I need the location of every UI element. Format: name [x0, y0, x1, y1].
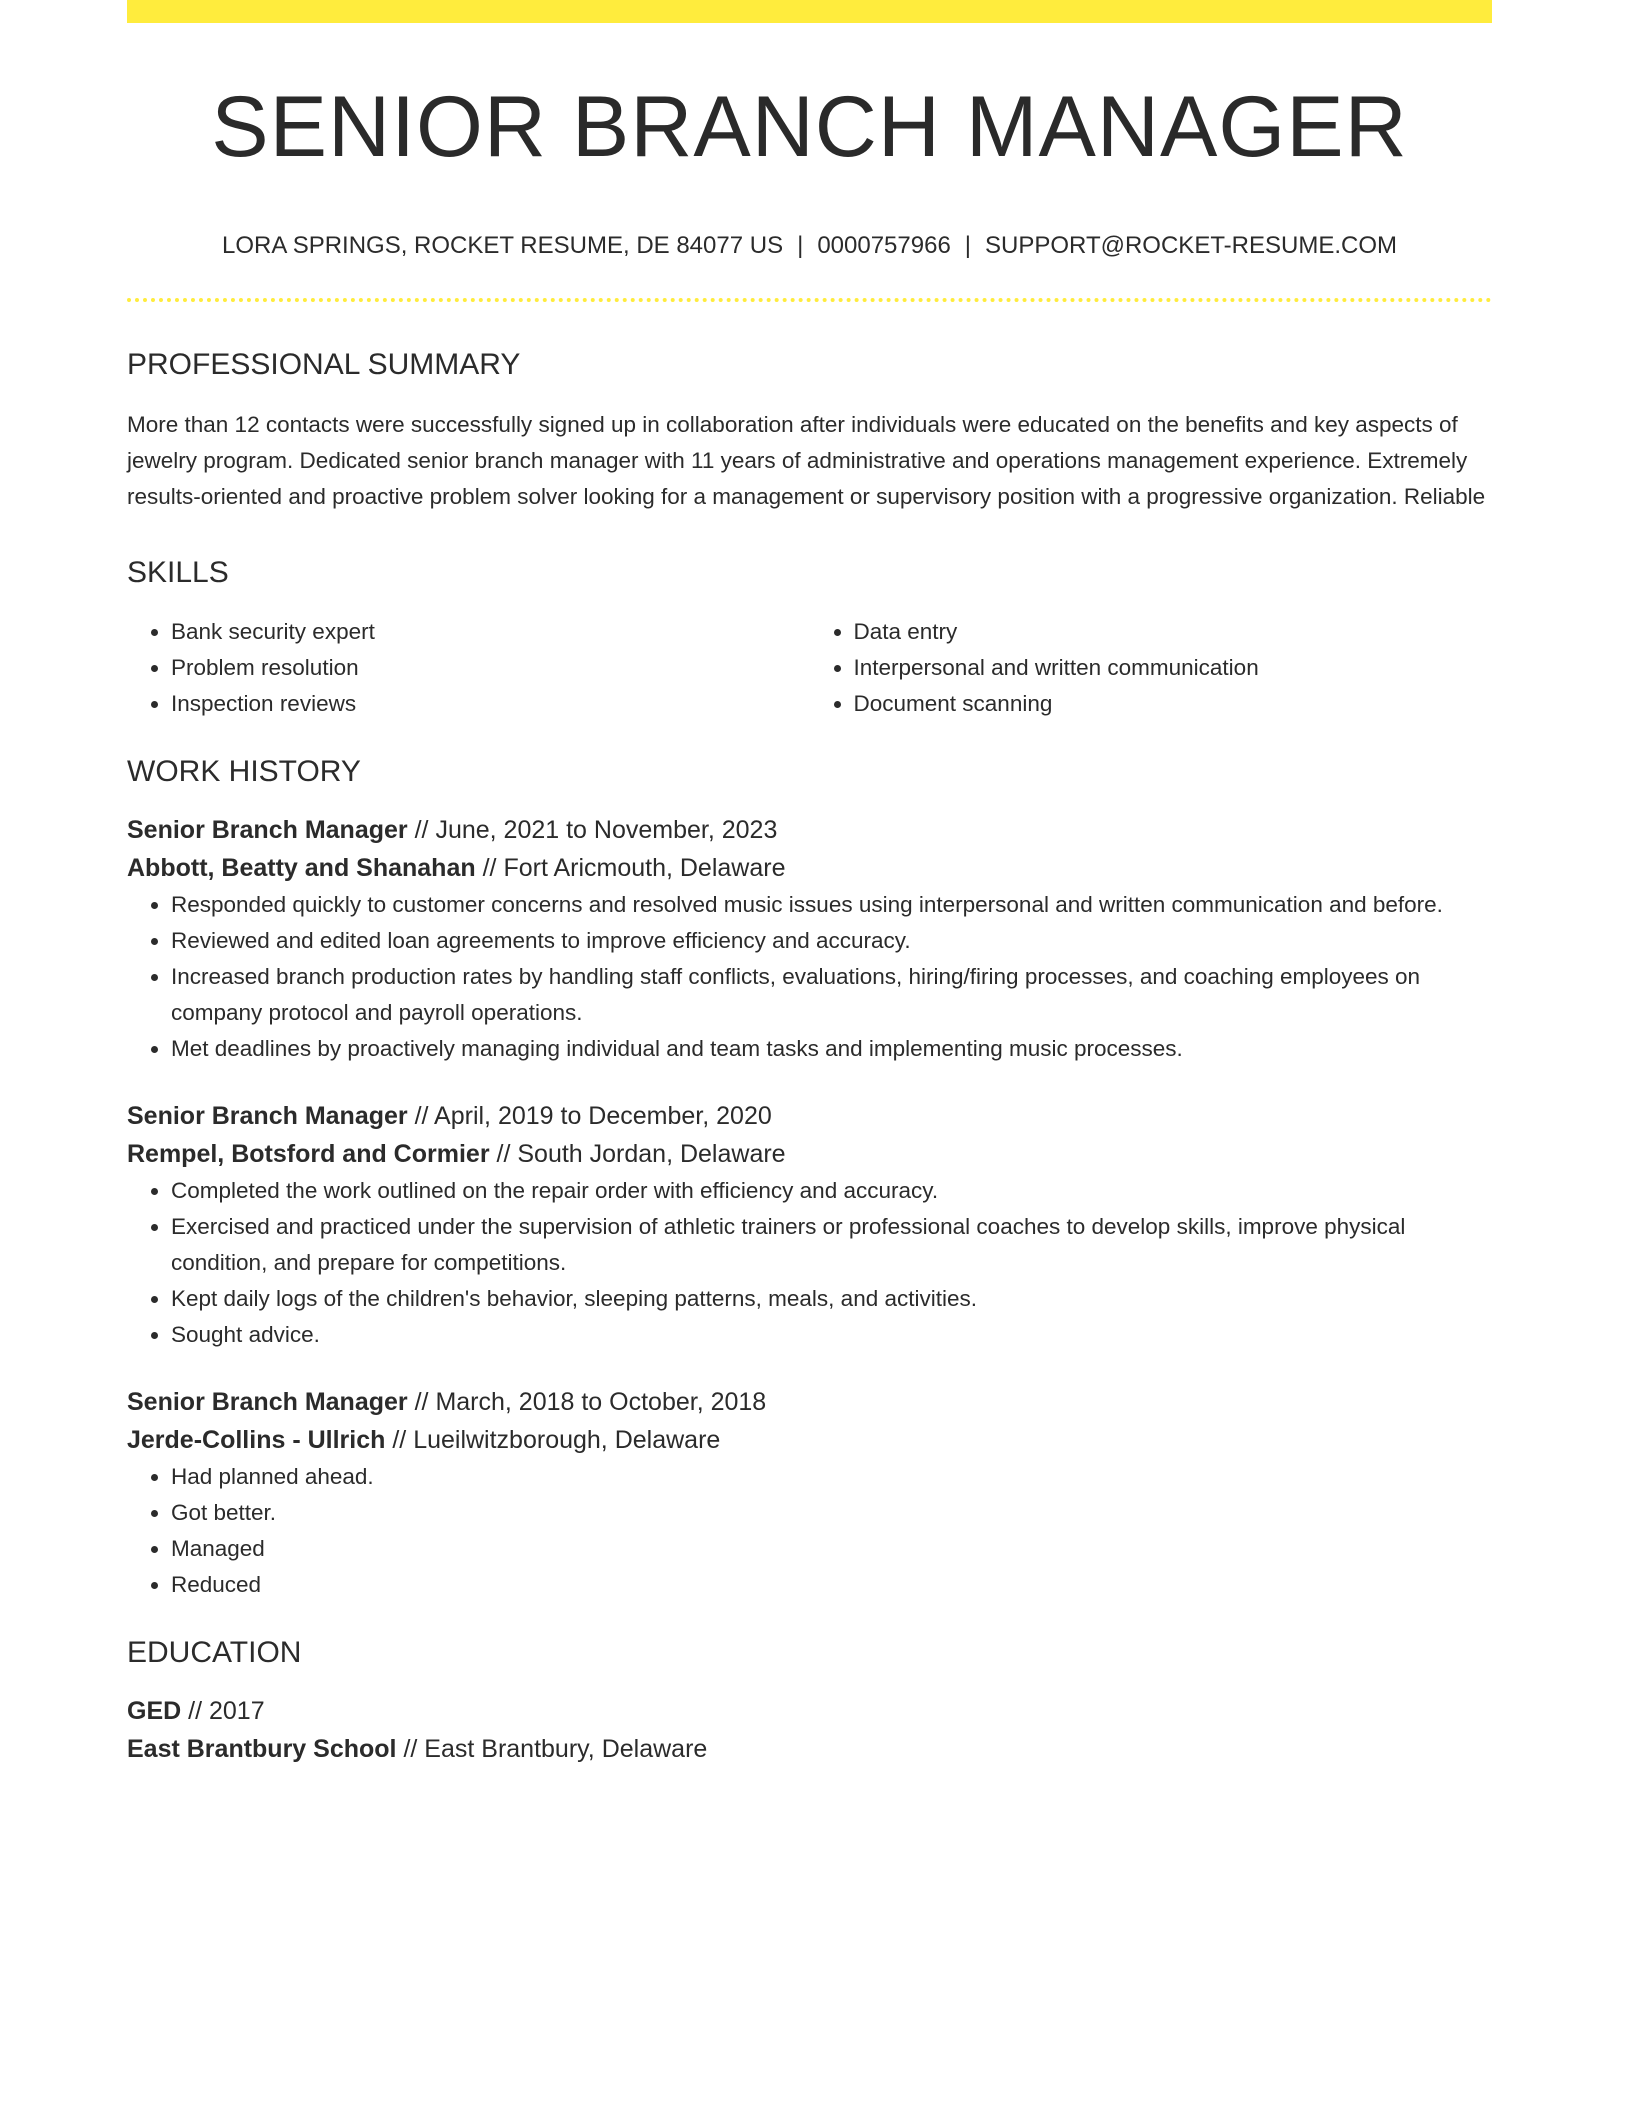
- resume-page: [127, 0, 1492, 1768]
- job-company: Rempel, Botsford and Cormier: [127, 1140, 490, 1168]
- education-heading: EDUCATION: [127, 1636, 302, 1669]
- job-dates: April, 2019 to December, 2020: [434, 1102, 772, 1130]
- job-company-line: [127, 849, 1492, 887]
- work-history-section: [127, 757, 1492, 1603]
- job-role-line: [127, 1383, 1492, 1421]
- job-divider: //: [407, 1102, 435, 1130]
- skill-item: • Data entry: [854, 614, 1493, 650]
- skills-list-right: [810, 614, 1493, 722]
- job-bullet: • Sought advice.: [171, 1317, 1492, 1353]
- skills-list-left: [127, 614, 810, 722]
- skill-item: • Interpersonal and written communication: [854, 650, 1493, 686]
- education-divider: //: [181, 1697, 209, 1725]
- education-divider: //: [396, 1735, 425, 1763]
- summary-heading: PROFESSIONAL SUMMARY: [127, 348, 521, 381]
- job-location: Lueilwitzborough, Delaware: [413, 1426, 721, 1454]
- contact-separator: |: [797, 232, 804, 259]
- job-company-line: [127, 1421, 1492, 1459]
- job-bullets: [127, 1173, 1492, 1353]
- job-bullets: [127, 1459, 1492, 1603]
- job-bullet: • Got better.: [171, 1495, 1492, 1531]
- job-dates: March, 2018 to October, 2018: [435, 1388, 767, 1416]
- contact-address: LORA SPRINGS, ROCKET RESUME, DE 84077 US: [222, 232, 784, 259]
- job-divider: //: [385, 1426, 414, 1454]
- job-bullet: • Responded quickly to customer concerns and resolved music issues using interpersonal and written communication and before.: [171, 887, 1492, 923]
- job-location: Fort Aricmouth, Delaware: [503, 854, 786, 882]
- education-entry: [127, 1692, 1492, 1768]
- page-title: SENIOR BRANCH MANAGER: [211, 79, 1408, 175]
- job-bullet: • Had planned ahead.: [171, 1459, 1492, 1495]
- job-bullet: • Increased branch production rates by handling staff conflicts, evaluations, hiring/firing processes, and coaching employees on company protocol and payroll operations.: [171, 959, 1492, 1031]
- education-degree: GED: [127, 1697, 182, 1725]
- contact-phone: 0000757966: [817, 232, 951, 259]
- job-company: Jerde-Collins - Ullrich: [127, 1426, 386, 1454]
- skills-section: [127, 558, 1492, 722]
- job-entry: [127, 1383, 1492, 1603]
- work-history-heading: WORK HISTORY: [127, 755, 361, 788]
- job-bullet: • Completed the work outlined on the repair order with efficiency and accuracy.: [171, 1173, 1492, 1209]
- summary-text: More than 12 contacts were successfully signed up in collaboration after individuals were educated on the benefits and key aspects of jewelry program. Dedicated senior branch manager with 11 years of administrative and operations management experience. Extremely results-oriented and proactive problem solver looking for a management or supervisory position with a progressive organization. Reliable: [127, 412, 1486, 509]
- skill-item: • Inspection reviews: [171, 686, 810, 722]
- job-location: South Jordan, Delaware: [517, 1140, 786, 1168]
- job-bullet: • Reviewed and edited loan agreements to improve efficiency and accuracy.: [171, 923, 1492, 959]
- job-divider: //: [475, 854, 504, 882]
- job-role: Senior Branch Manager: [127, 816, 408, 844]
- dotted-divider: [127, 298, 1492, 302]
- job-role-line: [127, 811, 1492, 849]
- job-divider: //: [489, 1140, 518, 1168]
- skills-grid: [127, 614, 1492, 722]
- skills-heading: SKILLS: [127, 556, 229, 589]
- skill-item: • Document scanning: [854, 686, 1493, 722]
- education-year: 2017: [208, 1697, 265, 1725]
- top-accent-bar: [127, 0, 1492, 23]
- education-location: East Brantbury, Delaware: [424, 1735, 708, 1763]
- education-section: [127, 1638, 1492, 1768]
- job-entry: [127, 811, 1492, 1067]
- job-bullet: • Reduced: [171, 1567, 1492, 1603]
- job-bullets: [127, 887, 1492, 1067]
- job-bullet: • Managed: [171, 1531, 1492, 1567]
- education-school: East Brantbury School: [127, 1735, 397, 1763]
- summary-section: [127, 350, 1492, 515]
- job-role: Senior Branch Manager: [127, 1102, 408, 1130]
- education-degree-line: [127, 1692, 1492, 1730]
- skill-item: • Problem resolution: [171, 650, 810, 686]
- job-role-line: [127, 1097, 1492, 1135]
- contact-line: [127, 234, 1492, 258]
- job-divider: //: [407, 816, 436, 844]
- job-bullet: • Kept daily logs of the children's behavior, sleeping patterns, meals, and activities.: [171, 1281, 1492, 1317]
- job-bullet: • Exercised and practiced under the supervision of athletic trainers or professional coaches to develop skills, improve physical condition, and prepare for competitions.: [171, 1209, 1492, 1281]
- skill-item: • Bank security expert: [171, 614, 810, 650]
- job-divider: //: [407, 1388, 436, 1416]
- contact-email[interactable]: SUPPORT@ROCKET-RESUME.COM: [985, 232, 1397, 259]
- contact-separator: |: [964, 232, 972, 259]
- job-dates: June, 2021 to November, 2023: [435, 816, 778, 844]
- job-role: Senior Branch Manager: [127, 1388, 408, 1416]
- job-entry: [127, 1097, 1492, 1353]
- job-bullet: • Met deadlines by proactively managing individual and team tasks and implementing music processes.: [171, 1031, 1492, 1067]
- job-company-line: [127, 1135, 1492, 1173]
- job-company: Abbott, Beatty and Shanahan: [127, 854, 476, 882]
- education-school-line: [127, 1730, 1492, 1768]
